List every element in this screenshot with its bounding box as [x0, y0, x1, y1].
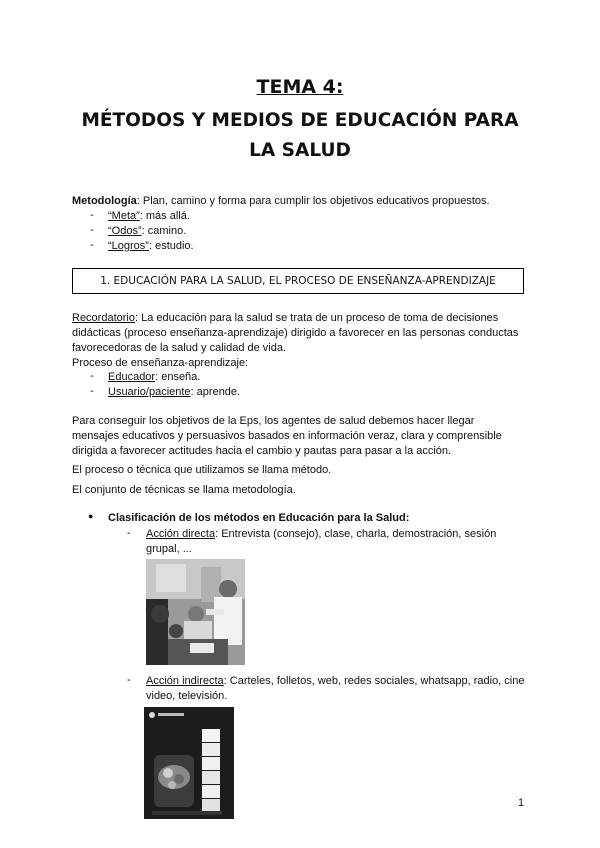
metodologia-term: Metodología	[72, 195, 137, 207]
metodologia-definition: : Plan, camino y forma para cumplir los objetivos educativos propuestos.	[136, 195, 490, 207]
dash-marker: -	[90, 209, 94, 221]
list-item	[108, 239, 194, 254]
recordatorio-text: : La educación para la salud se trata de un proceso de toma de decisiones	[134, 312, 499, 324]
list-item	[108, 385, 240, 400]
section-heading: 1. EDUCACIÓN PARA LA SALUD, EL PROCESO DE ENSEÑANZA-APRENDIZAJE	[100, 275, 496, 287]
clasificacion-heading: Clasificación de los métodos en Educación para la Salud:	[108, 512, 410, 524]
recordatorio-line	[72, 311, 498, 326]
list-item-term: “Logros”	[108, 240, 149, 252]
list-item	[108, 224, 186, 239]
dash-marker: -	[90, 370, 94, 382]
recordatorio-line: favorecedoras de la salud y calidad de vida.	[72, 342, 287, 354]
page-number: 1	[518, 797, 525, 809]
dash-marker: -	[90, 224, 94, 236]
section-heading-box	[72, 268, 524, 294]
list-item-text: : estudio.	[148, 240, 194, 252]
list-item-text: : aprende.	[190, 386, 241, 398]
para-line: Para conseguir los objetivos de la Eps, los agentes de salud debemos hacer llegar	[72, 415, 475, 427]
list-item-text: : enseña.	[155, 371, 201, 383]
metodo-text: El proceso o técnica que utilizamos se llama método.	[72, 464, 332, 476]
demonstration-photo	[146, 559, 245, 665]
poster-photo	[144, 707, 234, 819]
list-item-term: “Meta”	[108, 210, 140, 222]
metodologia-paragraph	[72, 194, 490, 209]
page-subtitle: MÉTODOS Y MEDIOS DE EDUCACIÓN PARA LA SALUD	[81, 110, 519, 161]
dash-marker: -	[127, 674, 131, 686]
accion-directa-line: grupal, ...	[146, 543, 192, 555]
list-item-term: Educador	[108, 371, 156, 383]
conjunto-text: El conjunto de técnicas se llama metodología.	[72, 484, 296, 496]
list-item-text: : más allá.	[139, 210, 190, 222]
recordatorio-term: Recordatorio	[72, 312, 135, 324]
recordatorio-line: didácticas (proceso enseñanza-aprendizaje) dirigido a favorecer en las personas conductas	[72, 327, 519, 339]
accion-indirecta-term: Acción indirecta	[146, 675, 224, 687]
dash-marker: -	[90, 239, 94, 251]
dash-marker: -	[90, 385, 94, 397]
accion-directa-text: : Entrevista (consejo), clase, charla, demostración, sesión	[215, 528, 497, 540]
proceso-label: Proceso de enseñanza-aprendizaje:	[72, 357, 249, 369]
para-line: mensajes educativos y persuasivos basados en información veraz, clara y comprensible	[72, 430, 502, 442]
accion-directa-term: Acción directa	[146, 528, 216, 540]
para-line: dirigida a favorecer actitudes hacia el cambio y pautas para pasar a la acción.	[72, 445, 452, 457]
list-item-text: : camino.	[141, 225, 187, 237]
list-item	[108, 370, 200, 385]
accion-indirecta-text: : Carteles, folletos, web, redes sociales, whatsapp, radio, cine	[223, 675, 525, 687]
accion-indirecta-line: video, televisión.	[146, 690, 228, 702]
dash-marker: -	[127, 527, 131, 539]
list-item	[108, 209, 190, 224]
accion-directa-line	[146, 527, 496, 542]
list-item-term: Usuario/paciente	[108, 386, 191, 398]
accion-indirecta-line	[146, 674, 524, 689]
list-item-term: “Odos”	[108, 225, 142, 237]
bullet-icon: ●	[88, 511, 94, 521]
page-title: TEMA 4:	[256, 76, 344, 98]
